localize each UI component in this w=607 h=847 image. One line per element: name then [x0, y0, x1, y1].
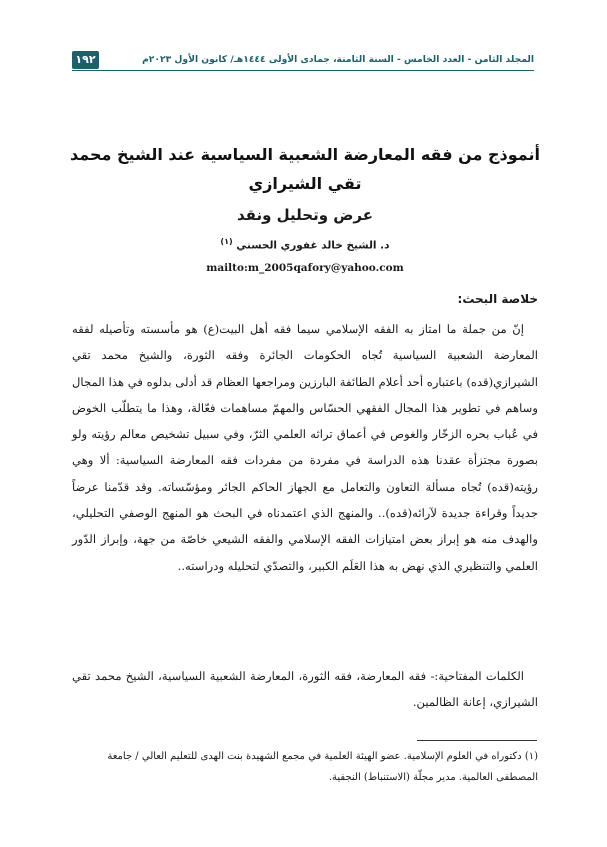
abstract-paragraph: إنّ من جملة ما امتاز به الفقه الإسلامي سيما فقه أهل البيت(ع) هو مأسسته وتأصيله لفقه المعارضة الشعبية السياسية تُجاه الحكومات الجائرة وفقه الثورة، والشيخ محمد تقي الشيرازي(قده) باعتباره أحد أعلام الطائفة البارزين ومراجعها العظام قد أدلى بدلوه في هذا المجال وساهم في تطوير هذا المجال الفقهي الحسّاس والمهمّ مساهمات فعّالة، وهذا ما يتطلّب الخوض في عُباب بحره الزخّار والغوص في أعماق تراثه العلمي الثرّ، وفي سبيل تشخيص معالم رؤيته ولو بصورة مجتزأة عقدنا هذه الدراسة في مفردة من مفردات فقه المعارضة السياسية: ألا وهي رؤيته(قده) تُجاه مسألة التعاون والتعامل مع الجهاز الحاكم الجائر ومؤسّساته. وقد قدّمنا عرضاً جديداً وقراءة جديدة لآرائه(قده).. والمنهج الذي اعتمدناه في البحث هو المنهج الوصفي التحليلي، والهدف منه هو إبراز بعض امتيازات الفقه الإسلامي والفقه الشيعي خاصّة من جهة، وإبراز الدّور العلمي والتنظيري الذي نهض به هذا العَلَم الكبير، والتصدّي لتحليله ودراسته.. — [72, 322, 538, 573]
footnote-ref[interactable]: (١) — [220, 237, 233, 246]
page-number: ١٩٢ — [72, 51, 99, 69]
abstract-heading: خلاصة البحث: — [457, 292, 538, 306]
running-head: المجلد الثامن - العدد الخامس - السنة الثامنة، جمادى الأولى ١٤٤٤هـ/ كانون الأول ٢٠٢٣م — [142, 54, 534, 65]
author-email-link[interactable]: mailto:m_2005qafory@yahoo.com — [206, 262, 404, 274]
keywords-paragraph: الكلمات المفتاحية:- فقه المعارضة، فقه الثورة، المعارضة الشعبية السياسية، الشيخ محمد تقي الشيرازي، إعانة الظالمين. — [72, 669, 538, 710]
author-name: د. الشيخ خالد غفوري الحسني — [236, 239, 390, 252]
footnote — [68, 746, 538, 788]
author-line — [70, 234, 540, 254]
article-title: أنموذج من فقه المعارضة الشعبية السياسية عند الشيخ محمد تقي الشيرازي — [70, 145, 540, 193]
article-subtitle: عرض وتحليل ونقد — [236, 206, 374, 224]
header-divider — [72, 70, 534, 71]
keywords-block — [72, 663, 538, 716]
footnote-divider — [417, 740, 537, 741]
abstract-body — [72, 316, 538, 579]
footnote-text: (١) دكتوراه في العلوم الإسلامية. عضو الهيئة العلمية في مجمع الشهيدة بنت الهدى للتعليم العالي / جامعة المصطفى العالمية. مدير مجلّة (الاستنباط) النجفية. — [107, 751, 538, 783]
